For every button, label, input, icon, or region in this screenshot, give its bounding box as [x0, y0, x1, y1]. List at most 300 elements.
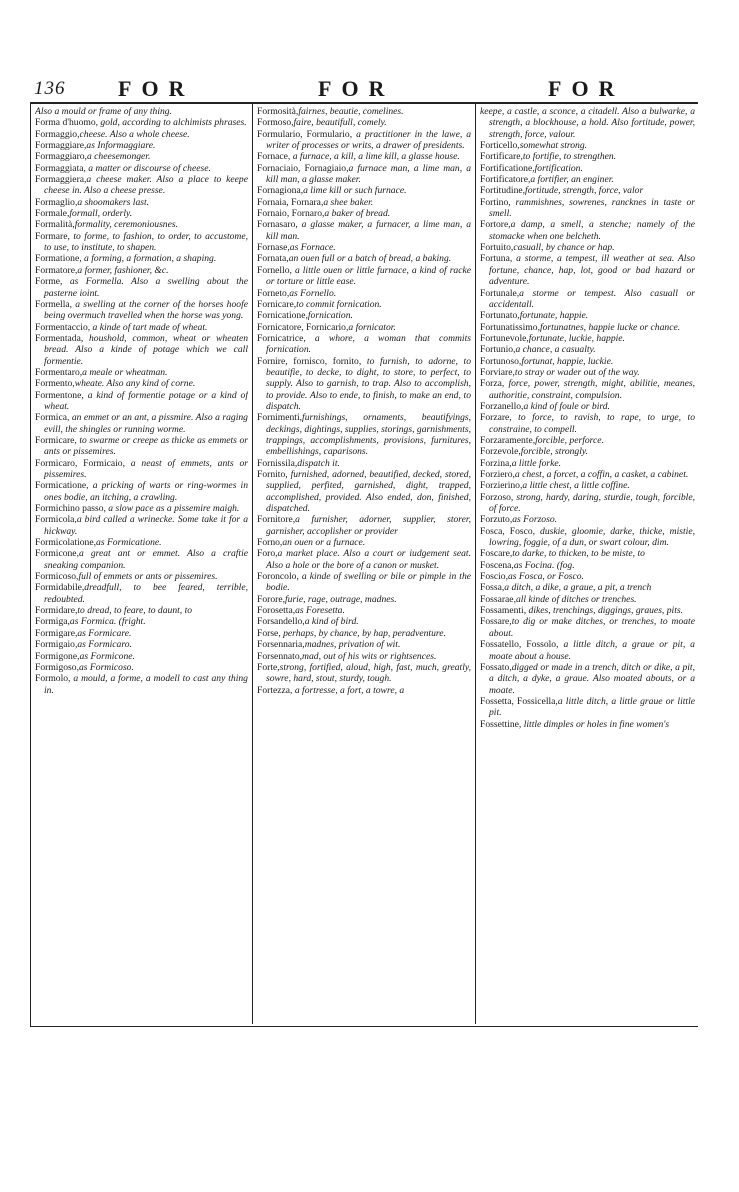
definition: an emmet or an ant, a pissmire. Also a raging evill, the shingles or running worme.	[44, 412, 248, 435]
dictionary-entry	[257, 651, 471, 662]
dictionary-entry	[35, 129, 248, 140]
headword: Fossettine,	[480, 718, 524, 730]
dictionary-entry	[257, 106, 471, 117]
dictionary-entry	[257, 356, 471, 413]
definition: a baker of bread.	[324, 208, 391, 220]
headword: Formicola,	[35, 514, 77, 526]
dictionary-entry	[480, 480, 695, 491]
definition: keepe, a castle, a sconce, a citadell. Also a bulwarke, a strength, a blockhouse, a hold. Also fortitude, power, strength, force, valour.	[480, 106, 695, 140]
definition: to stray or wader out of the way.	[514, 366, 640, 378]
definition: a great ant or emmet. Also a craftie sneaking companion.	[44, 548, 248, 571]
dictionary-entry	[257, 548, 471, 571]
definition: a furnisher, adorner, supplier, storer, garnisher, accoplisher or provider	[266, 514, 471, 537]
dictionary-entry	[480, 560, 695, 571]
definition: a neast of emmets, ants or pissemires.	[44, 457, 248, 480]
headword: Formicolatione,	[35, 537, 97, 549]
definition: perhaps, by chance, by hap, peradventure.	[283, 627, 446, 639]
dictionary-entry	[480, 333, 695, 344]
headword: Fornace,	[257, 151, 293, 163]
column-divider	[252, 104, 253, 1024]
dictionary-entry	[35, 503, 248, 514]
headword: Foscena,	[480, 559, 514, 571]
definition: as Fornace.	[289, 242, 336, 254]
definition: a practitioner in the lawe, a writer of processes or writs, a drawer of presidents.	[266, 128, 471, 152]
definition: as Formica. (fright.	[69, 616, 146, 628]
dictionary-entry	[257, 333, 471, 356]
dictionary-entry	[35, 333, 248, 367]
headword: Formica,	[35, 412, 72, 424]
dictionary-entry	[257, 208, 471, 219]
dictionary-entry	[480, 594, 695, 605]
headword: Formatione,	[35, 253, 85, 265]
running-head: FOR	[548, 76, 625, 101]
headword: Fornaia, Fornara,	[257, 196, 324, 208]
dictionary-entry	[480, 378, 695, 401]
dictionary-entry	[35, 367, 248, 378]
definition: to swarme or creepe as thicke as emmets or ants or pissemires.	[44, 434, 248, 458]
headword: Formigone,	[35, 650, 80, 662]
definition: to fortifie, to strengthen.	[522, 151, 617, 163]
headword: Fornito,	[257, 469, 291, 480]
headword: Fossamenti,	[480, 605, 529, 617]
definition: a furnace, a kill, a lime kill, a glasse house.	[292, 151, 460, 163]
headword: Fortezza,	[257, 684, 295, 696]
definition: a storme, a tempest, ill weather at sea. Also fortune, chance, hap, lot, good or bad hazard or adventure.	[489, 253, 695, 288]
definition: strong, fortified, aloud, high, fast, much, greatly, sowre, hard, stout, sturdy, tough.	[266, 661, 471, 685]
headword: Fossatello, Fossolo,	[480, 639, 564, 651]
dictionary-entry	[480, 435, 695, 446]
headword: Fornimenti,	[257, 412, 303, 424]
dictionary-entry	[480, 696, 695, 719]
headword: Formaggiare,	[35, 140, 87, 152]
headword: Forse,	[257, 627, 284, 639]
headword: Forziero,	[480, 469, 515, 480]
headword: Forzierino,	[480, 480, 523, 492]
definition: fortitude, strength, force, valor	[525, 185, 644, 197]
headword: Formigoso,	[35, 661, 79, 673]
dictionary-entry	[480, 253, 695, 287]
dictionary-entry	[257, 253, 471, 264]
column-divider	[475, 104, 476, 1024]
dictionary-entry	[35, 231, 248, 254]
definition: a cheese maker. Also a place to keepe cheese in. Also a cheese presse.	[44, 174, 248, 197]
dictionary-entry	[480, 446, 695, 457]
headword: Fortunatissimo,	[480, 321, 540, 333]
dictionary-entry	[35, 514, 248, 537]
headword: Formicone,	[35, 548, 79, 560]
headword: Formento,	[35, 378, 75, 390]
dictionary-entry	[257, 299, 471, 310]
dictionary-entry	[257, 514, 471, 537]
definition: fortunat, happie, luckie.	[521, 355, 614, 367]
definition: as Fornello.	[289, 287, 337, 299]
dictionary-entry	[35, 174, 248, 197]
headword: Fornicatione,	[257, 310, 308, 322]
dictionary-entry	[480, 492, 695, 515]
dictionary-entry	[257, 616, 471, 627]
dictionary-entry	[257, 163, 471, 186]
dictionary-entry	[257, 594, 471, 605]
definition: a fornicator.	[348, 321, 396, 333]
dictionary-entry	[257, 469, 471, 514]
definition: as Forzoso.	[512, 514, 558, 526]
dictionary-entry	[480, 322, 695, 333]
dictionary-entry	[480, 140, 695, 151]
headword: Formicoso,	[35, 571, 79, 583]
dictionary-entry	[480, 639, 695, 662]
dictionary-entry	[35, 435, 248, 458]
page-number: 136	[34, 78, 66, 99]
headword: Formaggiaro,	[35, 151, 87, 163]
definition: to darke, to thicken, to be miste, to	[512, 548, 645, 560]
definition: a kinde of tart made of wheat.	[92, 321, 208, 333]
headword: Formare,	[35, 230, 74, 242]
dictionary-entry	[35, 378, 248, 389]
dictionary-entry	[480, 310, 695, 321]
headword: Forsennato,	[257, 650, 303, 662]
dictionary-entry	[480, 344, 695, 355]
headword: Fortunoso,	[480, 355, 522, 367]
headword: Forzuto,	[480, 514, 513, 526]
dictionary-entry	[480, 197, 695, 220]
definition: cheese. Also a whole cheese.	[79, 128, 190, 140]
definition: a meale or wheatman.	[82, 366, 168, 378]
headword: Forzanello,	[480, 400, 524, 412]
headword: Fornase,	[257, 242, 290, 254]
dictionary-entry	[35, 582, 248, 605]
headword: Forza,	[480, 378, 509, 390]
headword: Formalità,	[35, 219, 75, 231]
definition: a lime kill or such furnace.	[303, 185, 407, 197]
definition: as Formicoso.	[78, 661, 134, 673]
dictionary-column-right	[480, 106, 695, 1026]
definition: to commit fornication.	[296, 298, 382, 310]
headword: Formaggio,	[35, 128, 80, 140]
dictionary-entry	[480, 719, 695, 730]
dictionary-entry	[35, 140, 248, 151]
headword: Forzaramente,	[480, 434, 536, 446]
headword: Foscio,	[480, 571, 508, 583]
definition: a fortresse, a fort, a towre, a	[294, 684, 405, 696]
headword: Fosca, Fosco,	[480, 525, 541, 537]
definition: a little chest, a little coffine.	[522, 480, 630, 492]
definition: a shoomakers last.	[77, 196, 150, 208]
definition: a whore, a woman that commits fornication.	[266, 332, 471, 356]
dictionary-entry	[480, 605, 695, 616]
dictionary-entry	[35, 117, 248, 128]
headword: Fortificatore,	[480, 174, 531, 186]
headword: Fornicatore, Fornicario,	[257, 321, 349, 333]
headword: Fornasaro,	[257, 219, 302, 231]
dictionary-entry	[35, 673, 248, 696]
definition: fortunate, happie.	[519, 310, 589, 322]
dictionary-entry	[35, 480, 248, 503]
headword: Fortificatione,	[480, 162, 535, 174]
dictionary-entry	[257, 219, 471, 242]
dictionary-entry	[257, 151, 471, 162]
definition: formality, ceremoniousnes.	[74, 219, 178, 231]
dictionary-entry	[480, 151, 695, 162]
definition: little dimples or holes in fine women's	[523, 718, 670, 730]
dictionary-entry	[480, 616, 695, 639]
dictionary-entry	[257, 265, 471, 288]
headword: Formidare,	[35, 605, 78, 617]
headword: Formentaro,	[35, 366, 83, 378]
headword: Formigaio,	[35, 639, 78, 651]
dictionary-entry	[257, 322, 471, 333]
dictionary-entry	[480, 163, 695, 174]
definition: houshold, common, wheat or wheaten bread. Also a kinde of potage which we call formentie.	[44, 332, 248, 367]
definition: a pricking of warts or ring-wormes in ones bodie, an itching, a crawling.	[44, 480, 248, 503]
definition: a glasse maker, a furnacer, a lime man, a kill man.	[266, 219, 471, 242]
definition: an ouen full or a batch of bread, a baking.	[288, 253, 452, 265]
left-frame-rule	[30, 102, 31, 1026]
headword: Formatore,	[35, 264, 78, 276]
definition: a kinde of swelling or bile or pimple in the bodie.	[266, 571, 471, 594]
dictionary-entry	[480, 662, 695, 696]
running-head: FOR	[118, 76, 195, 101]
headword: Fossare,	[480, 616, 512, 628]
dictionary-entry	[257, 197, 471, 208]
dictionary-entry	[35, 390, 248, 413]
definition: as Formicatione.	[96, 537, 162, 549]
dictionary-entry	[257, 185, 471, 196]
headword: Fornaio, Fornaro,	[257, 208, 325, 220]
definition: dreadfull, to bee feared, terrible, redoubted.	[44, 582, 248, 605]
definition: dikes, trenchings, diggings, graues, pits.	[528, 605, 683, 617]
dictionary-entry	[257, 605, 471, 616]
headword: Fornicare,	[257, 298, 297, 310]
headword: Forore,	[257, 593, 285, 605]
dictionary-entry	[35, 616, 248, 627]
dictionary-entry	[257, 129, 471, 152]
headword: Fornicatrice,	[257, 332, 315, 344]
dictionary-column-left	[35, 106, 248, 1026]
dictionary-entry	[35, 253, 248, 264]
headword: Forsennaria,	[257, 639, 305, 651]
headword: Fortunale,	[480, 287, 520, 299]
dictionary-entry	[480, 219, 695, 242]
definition: a little ditch, a little graue or little pit.	[489, 695, 695, 719]
headword: Fossetta, Fossicella,	[480, 695, 558, 707]
dictionary-entry	[257, 242, 471, 253]
headword: Formoso,	[257, 117, 294, 129]
definition: formall, orderly.	[69, 208, 133, 220]
headword: Formaglio,	[35, 196, 78, 208]
headword: Formidabile,	[35, 582, 85, 594]
definition: madnes, privation of wit.	[304, 639, 401, 651]
dictionary-entry	[35, 571, 248, 582]
headword: Forno,	[257, 537, 283, 549]
headword: Foro,	[257, 548, 278, 560]
definition: fornication.	[307, 310, 353, 322]
definition: a forming, a formation, a shaping.	[84, 253, 217, 265]
definition: to dread, to feare, to daunt, to	[77, 605, 193, 617]
definition: a bird called a wrinecke. Some take it for a hickway.	[44, 514, 248, 537]
definition: forcible, strongly.	[520, 446, 589, 458]
headword: Formulario, Formulario,	[257, 128, 357, 140]
dictionary-entry	[480, 469, 695, 480]
definition: furnished, adorned, beautified, decked, stored, supplied, perfited, garnished, dight, trapped, accomplished, provided. Also ended, don, finished, dispatched.	[266, 469, 471, 515]
dictionary-entry	[35, 197, 248, 208]
dictionary-entry	[35, 322, 248, 333]
dictionary-entry	[480, 106, 695, 140]
definition: a slow pace as a pissemire maigh.	[108, 503, 240, 515]
definition: a chest, a forcet, a coffin, a casket, a cabinet.	[514, 469, 689, 480]
dictionary-entry	[480, 367, 695, 378]
dictionary-entry	[257, 639, 471, 650]
definition: an ouen or a furnace.	[282, 537, 366, 549]
headword: Forzina,	[480, 457, 512, 469]
definition: a furnace man, a lime man, a kill man, a glasse maker.	[266, 162, 471, 186]
headword: Forzoso,	[480, 491, 517, 503]
definition: a market place. Also a court or iudgement seat. Also a hole or the bore of a canon or musket.	[266, 548, 471, 571]
definition: fortunatnes, happie lucke or chance.	[539, 321, 681, 333]
dictionary-entry	[35, 412, 248, 435]
dictionary-entry	[35, 639, 248, 650]
definition: to dig or make ditches, or trenches, to moate about.	[489, 616, 695, 639]
dictionary-entry	[35, 208, 248, 219]
definition: as Formicone.	[79, 650, 135, 662]
definition: rammishnes, sowrenes, rancknes in taste or smell.	[489, 196, 695, 220]
dictionary-entry	[480, 288, 695, 311]
dictionary-column-middle	[257, 106, 471, 1026]
dictionary-entry	[257, 458, 471, 469]
dictionary-entry	[257, 117, 471, 128]
headword: Fossato,	[480, 661, 512, 673]
headword: Forte,	[257, 661, 280, 673]
headword: Formentada,	[35, 332, 89, 344]
dictionary-entry	[35, 163, 248, 174]
definition: a storme or tempest. Also casuall or accidentall.	[489, 287, 695, 310]
definition: Also a mould or frame of any thing.	[35, 106, 172, 117]
headword: Fortunio,	[480, 344, 516, 356]
headword: Fortuito,	[480, 242, 514, 254]
headword: Fortuna,	[480, 253, 517, 265]
headword: Forticello,	[480, 140, 520, 152]
headword: Forma d'huomo,	[35, 117, 101, 129]
definition: a matter or discourse of cheese.	[88, 162, 211, 174]
definition: as Informaggiare.	[86, 140, 156, 152]
headword: Formicare,	[35, 434, 80, 446]
headword: Forme,	[35, 276, 70, 288]
definition: a swelling at the corner of the horses hoofe being overmuch travelled when the horse was yong.	[44, 298, 248, 322]
definition: fortification.	[534, 162, 583, 174]
top-rule	[30, 102, 698, 104]
definition: faire, beautifull, comely.	[293, 117, 387, 129]
definition: a mould, a forme, a modell to cast any thing in.	[44, 673, 248, 696]
headword: Fossarae,	[480, 593, 516, 605]
bottom-rule	[30, 1026, 698, 1027]
headword: Formolo,	[35, 673, 74, 685]
headword: Formosità,	[257, 106, 299, 117]
headword: Formaggiata,	[35, 162, 89, 174]
dictionary-entry	[480, 185, 695, 196]
dictionary-entry	[480, 548, 695, 559]
dictionary-entry	[257, 310, 471, 321]
definition: strong, hardy, daring, sturdie, tough, forcible, of force.	[489, 491, 695, 515]
definition: to furnish, to adorne, to beautifie, to decke, to dight, to store, to perfect, to supply. Also to garnish, to trap. Also to accomplish, to provide. Also to ende, to finish, to make an end, to dispatch.	[266, 355, 471, 412]
definition: a damp, a smell, a stenche; namely of the stomacke when one belcheth.	[489, 219, 695, 242]
definition: a little ditch, a graue or pit, a moate about a house.	[489, 639, 695, 662]
headword: Formicaro, Formicaio,	[35, 457, 131, 469]
definition: digged or made in a trench, ditch or dike, a pit, a ditch, a dyke, a graue. Also moated abouts, or a moate.	[489, 661, 695, 696]
definition: full of emmets or ants or pissemires.	[78, 571, 218, 583]
headword: Forosetta,	[257, 605, 296, 617]
dictionary-entry	[35, 458, 248, 481]
definition: wheate. Also any kind of corne.	[74, 378, 196, 390]
headword: Fortino,	[480, 196, 516, 208]
headword: Fortunato,	[480, 310, 520, 322]
dictionary-entry	[257, 288, 471, 299]
definition: a ditch, a dike, a graue, a pit, a trench	[504, 582, 652, 594]
definition: furnishings, ornaments, beautifyings, deckings, dightings, supplies, storings, garnishments, trappings, accomplishments, provisions, furnitures, embellishings, caparisons.	[266, 412, 471, 458]
headword: Fornagiona,	[257, 185, 304, 197]
definition: a little forke.	[511, 457, 562, 469]
headword: Formigare,	[35, 627, 78, 639]
dictionary-entry	[35, 662, 248, 673]
headword: Formiga,	[35, 616, 70, 628]
dictionary-entry	[257, 685, 471, 696]
dictionary-entry	[480, 242, 695, 253]
definition: a shee baker.	[323, 196, 374, 208]
headword: Fossa,	[480, 582, 505, 594]
headword: Formale,	[35, 208, 70, 220]
dictionary-entry	[35, 548, 248, 571]
headword: Fortificare,	[480, 151, 523, 163]
headword: Foroncolo,	[257, 571, 302, 583]
headword: Formentone,	[35, 389, 88, 401]
definition: dispatch it.	[297, 457, 340, 469]
headword: Foscare,	[480, 548, 513, 560]
headword: Fornire, fornisco, fornito,	[257, 355, 367, 367]
dictionary-entry	[480, 514, 695, 525]
dictionary-entry	[480, 401, 695, 412]
definition: furie, rage, outrage, madnes.	[284, 593, 397, 605]
dictionary-entry	[480, 412, 695, 435]
headword: Fornaciaio, Fornagiaio,	[257, 162, 349, 174]
headword: Forneto,	[257, 287, 290, 299]
dictionary-entry	[35, 628, 248, 639]
page-header	[28, 76, 700, 102]
dictionary-entry	[35, 276, 248, 299]
dictionary-entry	[35, 299, 248, 322]
definition: a kind of bird.	[304, 616, 359, 628]
dictionary-entry	[480, 526, 695, 549]
definition: to forme, to fashion, to order, to accustome, to use, to institute, to shapen.	[44, 230, 248, 254]
dictionary-entry	[257, 537, 471, 548]
definition: a chance, a casualty.	[515, 344, 596, 356]
definition: a fortifier, an enginer.	[530, 174, 614, 186]
definition: all kinde of ditches or trenches.	[515, 593, 637, 605]
definition: as Formicaro.	[77, 639, 132, 651]
definition: as Formicare.	[77, 627, 132, 639]
headword: Fortore,	[480, 219, 511, 231]
definition: gold, according to alchimists phrases.	[100, 117, 247, 129]
dictionary-entry	[480, 582, 695, 593]
headword: Formichino passo,	[35, 503, 109, 515]
dictionary-entry	[257, 412, 471, 457]
headword: Fornello,	[257, 264, 295, 276]
definition: to force, to ravish, to rape, to urge, to constraine, to compell.	[489, 412, 695, 435]
headword: Formentaccio,	[35, 321, 93, 333]
dictionary-entry	[257, 628, 471, 639]
headword: Forsandello,	[257, 616, 305, 628]
dictionary-entry	[35, 219, 248, 230]
dictionary-entry	[35, 537, 248, 548]
definition: as Fosca, or Fosco.	[508, 571, 584, 583]
definition: duskie, gloomie, darke, thicke, mistie, lowring, foggie, of a dun, or swart colour, dim.	[489, 525, 695, 549]
